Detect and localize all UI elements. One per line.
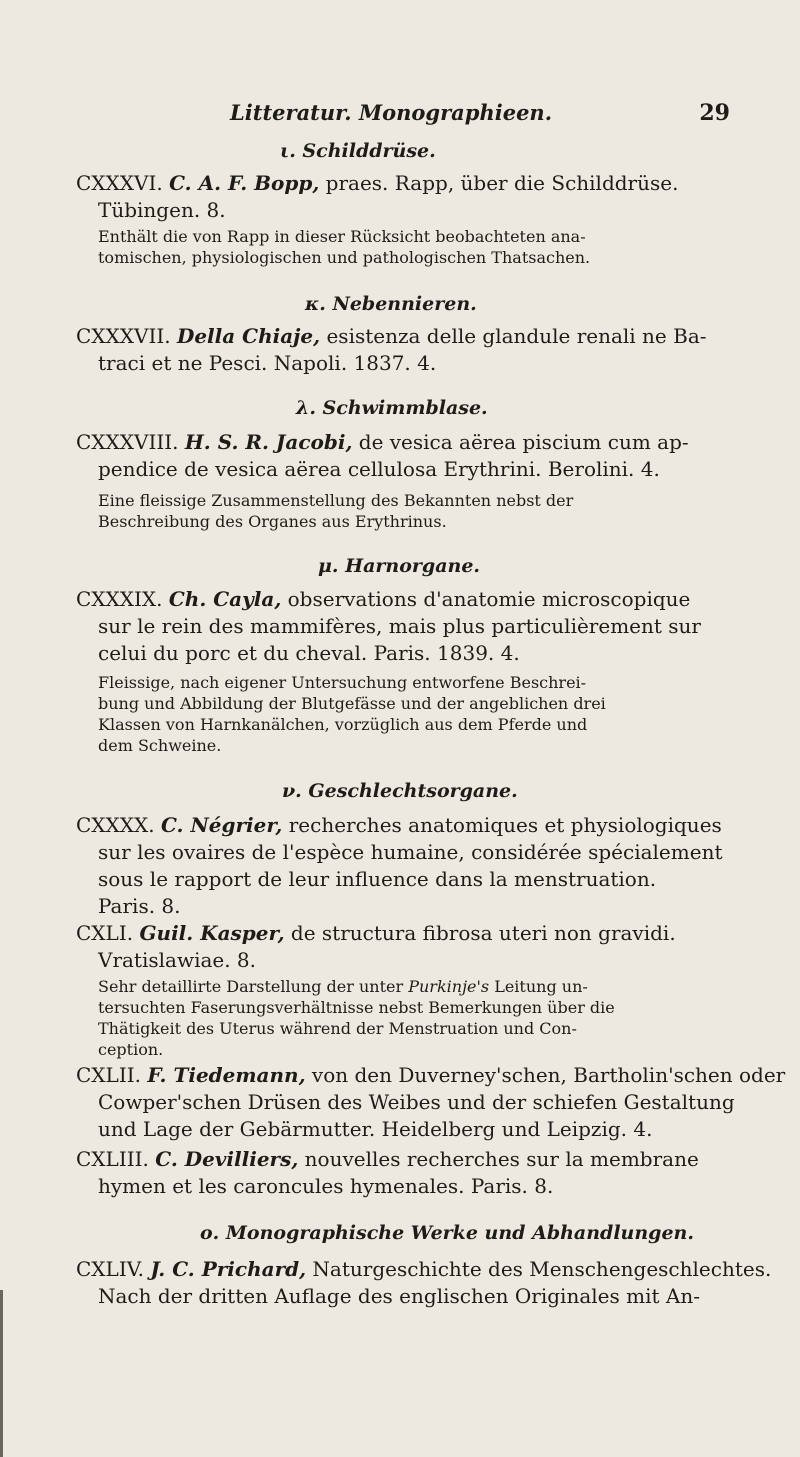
- entry-text: recherches anatomiques et physiologiques: [282, 813, 722, 837]
- entry-text: Nach der dritten Auflage des englischen Originales mit An-: [98, 1284, 700, 1308]
- note-text: Sehr detaillirte Darstellung der unter: [98, 977, 409, 996]
- entry-141-note: [98, 976, 738, 1060]
- entry-144: [76, 1256, 772, 1310]
- section-heading-reproductive-organs: ν. Geschlechtsorgane.: [282, 780, 518, 802]
- note-line: Beschreibung des Organes aus Erythrinus.: [98, 512, 447, 531]
- entry-text: sous le rapport de leur influence dans la menstruation.: [98, 867, 657, 891]
- note-text: Leitung un-: [489, 977, 588, 996]
- note-line: Klassen von Harnkanälchen, vorzüglich aus dem Pferde und: [98, 715, 588, 734]
- entry-136-note: [98, 226, 738, 268]
- entry-text: Paris. 8.: [98, 894, 181, 918]
- entry-author: J. C. Prichard,: [150, 1257, 307, 1281]
- entry-number: CXXXVIII.: [76, 430, 179, 454]
- entry-text: sur les ovaires de l'espèce humaine, considérée spécialement: [98, 840, 723, 864]
- entry-author: Guil. Kasper,: [139, 921, 285, 945]
- note-line: tomischen, physiologischen und pathologischen Thatsachen.: [98, 248, 591, 267]
- entry-author: F. Tiedemann,: [147, 1063, 306, 1087]
- entry-139: [76, 586, 736, 667]
- note-line: dem Schweine.: [98, 736, 222, 755]
- entry-text: Naturgeschichte des Menschengeschlechtes.: [306, 1257, 772, 1281]
- note-line: Eine fleissige Zusammenstellung des Bekannten nebst der: [98, 491, 574, 510]
- entry-text: celui du porc et du cheval. Paris. 1839. 4.: [98, 641, 520, 665]
- note-line: bung und Abbildung der Blutgefässe und der angeblichen drei: [98, 694, 606, 713]
- entry-text: nouvelles recherches sur la membrane: [298, 1147, 699, 1171]
- entry-number: CXLII.: [76, 1063, 141, 1087]
- entry-136: [76, 170, 736, 224]
- entry-author: C. A. F. Bopp,: [169, 171, 320, 195]
- entry-138: [76, 429, 736, 483]
- section-heading-urinary-organs: μ. Harnorgane.: [318, 555, 481, 577]
- entry-143: [76, 1146, 736, 1200]
- entry-text: praes. Rapp, über die Schilddrüse.: [319, 171, 679, 195]
- entry-138-note: [98, 490, 738, 532]
- entry-text: Cowper'schen Drüsen des Weibes und der schiefen Gestaltung: [98, 1090, 735, 1114]
- entry-author: C. Négrier,: [160, 813, 283, 837]
- section-heading-thyroid: ι. Schilddrüse.: [280, 140, 436, 162]
- entry-142: [76, 1062, 786, 1143]
- note-line: Enthält die von Rapp in dieser Rücksicht beobachteten ana-: [98, 227, 586, 246]
- entry-text: de vesica aërea piscium cum ap-: [352, 430, 689, 454]
- entry-number: CXXXVI.: [76, 171, 163, 195]
- entry-number: CXLIV.: [76, 1257, 145, 1281]
- entry-141: [76, 920, 736, 974]
- entry-137: [76, 323, 736, 377]
- entry-text: pendice de vesica aërea cellulosa Erythrini. Berolini. 4.: [98, 457, 660, 481]
- entry-text: und Lage der Gebärmutter. Heidelberg und Leipzig. 4.: [98, 1117, 653, 1141]
- entry-author: Ch. Cayla,: [168, 587, 282, 611]
- entry-139-note: [98, 672, 738, 756]
- entry-number: CXXXX.: [76, 813, 155, 837]
- entry-author: C. Devilliers,: [155, 1147, 299, 1171]
- note-line: ception.: [98, 1040, 164, 1059]
- entry-text: Tübingen. 8.: [98, 198, 226, 222]
- note-line: Fleissige, nach eigener Untersuchung entworfene Beschrei-: [98, 673, 587, 692]
- entry-text: Vratislawiae. 8.: [98, 948, 257, 972]
- entry-number: CXLI.: [76, 921, 134, 945]
- entry-number: CXXXIX.: [76, 587, 163, 611]
- page-edge-shadow: [0, 1290, 3, 1457]
- section-heading-adrenals: κ. Nebennieren.: [305, 293, 477, 315]
- entry-text: de structura fibrosa uteri non gravidi.: [284, 921, 676, 945]
- entry-number: CXXXVII.: [76, 324, 171, 348]
- section-heading-swim-bladder: λ. Schwimmblase.: [296, 397, 488, 419]
- page-number: 29: [699, 100, 730, 126]
- running-header: [90, 100, 730, 132]
- entry-text: hymen et les caroncules hymenales. Paris. 8.: [98, 1174, 554, 1198]
- entry-author: Della Chiaje,: [176, 324, 321, 348]
- header-title: Litteratur. Monographieen.: [230, 100, 553, 125]
- entry-author: H. S. R. Jacobi,: [184, 430, 353, 454]
- entry-140: [76, 812, 736, 920]
- entry-text: observations d'anatomie microscopique: [281, 587, 691, 611]
- entry-text: sur le rein des mammifères, mais plus particulièrement sur: [98, 614, 701, 638]
- note-text-italic: Purkinje's: [408, 977, 490, 996]
- entry-text: von den Duverney'schen, Bartholin'schen oder: [305, 1063, 786, 1087]
- note-line: Thätigkeit des Uterus während der Menstruation und Con-: [98, 1019, 577, 1038]
- entry-number: CXLIII.: [76, 1147, 149, 1171]
- note-line: tersuchten Faserungsverhältnisse nebst Bemerkungen über die: [98, 998, 615, 1017]
- section-heading-monographs: ο. Monographische Werke und Abhandlungen.: [200, 1222, 694, 1244]
- entry-text: traci et ne Pesci. Napoli. 1837. 4.: [98, 351, 437, 375]
- entry-text: esistenza delle glandule renali ne Ba-: [320, 324, 707, 348]
